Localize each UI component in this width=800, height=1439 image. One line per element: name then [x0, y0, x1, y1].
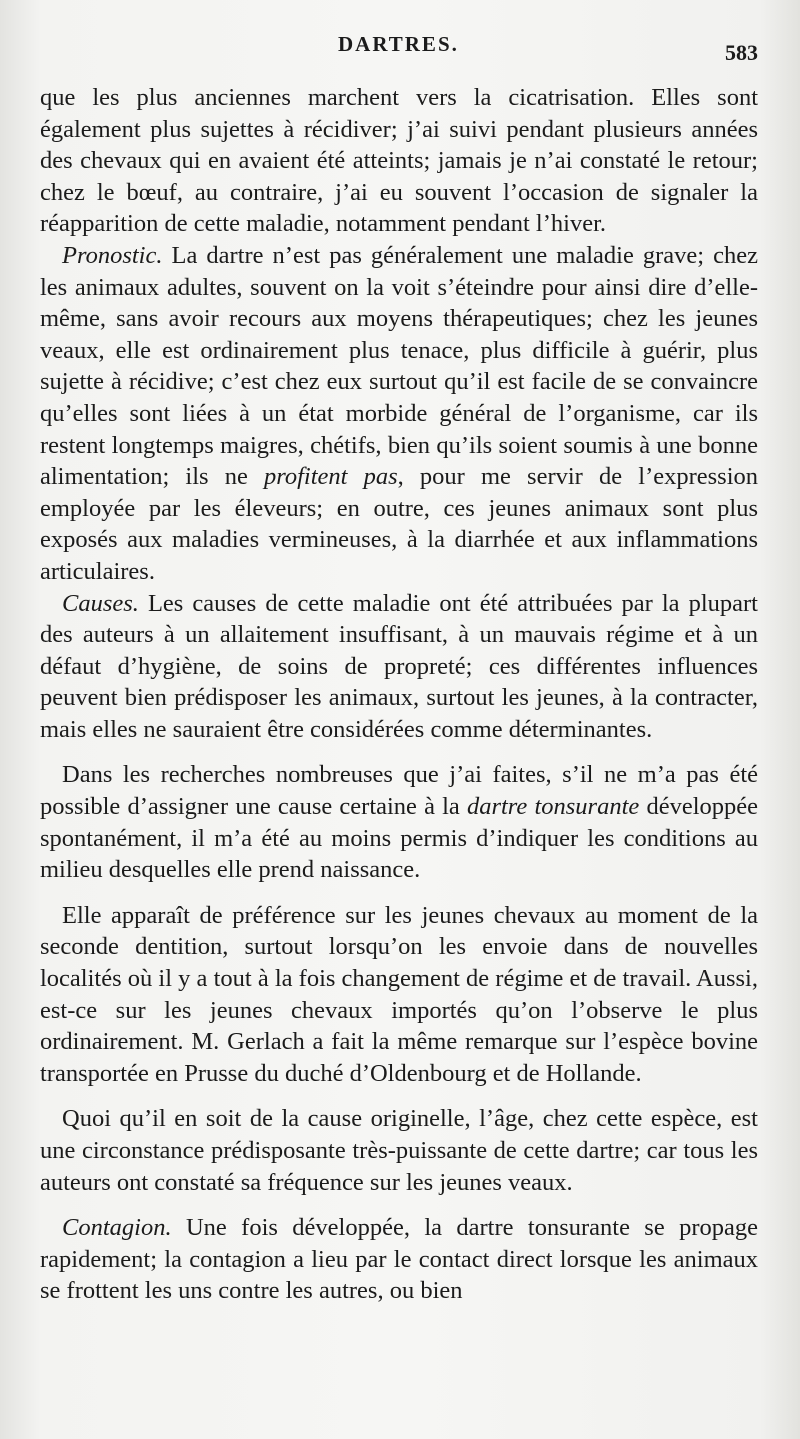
paragraph-4-emphasis: dartre tonsurante — [466, 793, 640, 821]
paragraph-contagion — [40, 1212, 758, 1307]
running-head — [0, 28, 800, 68]
running-title: DARTRES. — [338, 32, 459, 56]
paragraph-6-text-1: Quoi qu’il en soit de la cause originelle, l’âge, chez cette espèce, est une circonstance prédisposante très-puissante de cette dartre; car tous les auteurs ont constaté sa fréquence sur les jeunes veaux. — [40, 1105, 758, 1196]
section-lead-contagion: Contagion. — [62, 1214, 172, 1242]
paragraph-1 — [40, 82, 758, 240]
section-lead-causes: Causes. — [62, 589, 139, 617]
paragraph-2-text-1: La dartre n’est pas généralement une maladie grave; chez les animaux adultes, souvent on la voit s’éteindre pour ainsi dire d’elle-même, sans avoir recours aux moyens thérapeutiques; chez les jeunes veaux, elle est ordinairement plus tenace, plus difficile à guérir, plus sujette à récidive; c’est chez eux surtout qu’il est facile de se convaincre qu’elles sont liées à un état morbide général de l’organisme, car ils restent longtemps maigres, chétifs, bien qu’ils soient soumis à une bonne alimentation; ils ne — [40, 241, 758, 491]
paragraph-2-text-2: , pour me servir de l’expression employée par les éleveurs; en outre, ces jeunes animaux sont plus exposés aux maladies vermineuses, à la diarrhée et aux inflammations articulaires. — [40, 463, 759, 585]
paragraph-6 — [40, 1103, 758, 1198]
paragraph-causes — [40, 588, 758, 746]
paragraph-5 — [40, 900, 758, 1090]
section-lead-pronostic: Pronostic. — [62, 241, 163, 269]
paragraph-5-text-1: Elle apparaît de préférence sur les jeunes chevaux au moment de la seconde dentition, surtout lorsqu’on les envoie dans de nouvelles localités où il y a tout à la fois changement de régime et de travail. Aussi, est-ce sur les jeunes chevaux importés qu’on l’observe le plus ordinairement. M. Gerlach a fait la même remarque sur l’espèce bovine transportée en Prusse du duché d’Oldenbourg et de Hollande. — [40, 901, 758, 1087]
paragraph-4-text-2: développée spontanément, il m’a été au moins permis d’indiquer les conditions au milieu desquelles elle prend naissance. — [40, 793, 758, 884]
paragraph-4-text-1: Dans les recherches nombreuses que j’ai faites, s’il ne m’a pas été possible d’assigner une cause certaine à la — [40, 761, 758, 821]
page-number: 583 — [725, 40, 758, 65]
paragraph-pronostic — [40, 240, 758, 588]
paragraph-4 — [40, 759, 758, 885]
paragraph-1-text-1: que les plus anciennes marchent vers la cicatrisation. Elles sont également plus sujettes à récidiver; j’ai suivi pendant plusieurs années des chevaux qui en avaient été atteints; jamais je n’ai constaté le retour; chez le bœuf, au contraire, j’ai eu souvent l’occasion de signaler la réapparition de cette maladie, notamment pendant l’hiver. — [40, 84, 758, 238]
paragraph-2-emphasis: profitent pas — [263, 463, 398, 491]
paragraph-3-text-1: Les causes de cette maladie ont été attribuées par la plupart des auteurs à un allaitement insuffisant, à un mauvais régime et à un défaut d’hygiène, de soins de propreté; ces différentes influences peuvent bien prédisposer les animaux, surtout les jeunes, à la contracter, mais elles ne sauraient être considérées comme déterminantes. — [40, 589, 758, 743]
body-text — [40, 82, 758, 1307]
paragraph-7-text-1: Une fois développée, la dartre tonsurante se propage rapidement; la contagion a lieu par le contact direct lorsque les animaux se frottent les uns contre les autres, ou bien — [40, 1214, 758, 1305]
